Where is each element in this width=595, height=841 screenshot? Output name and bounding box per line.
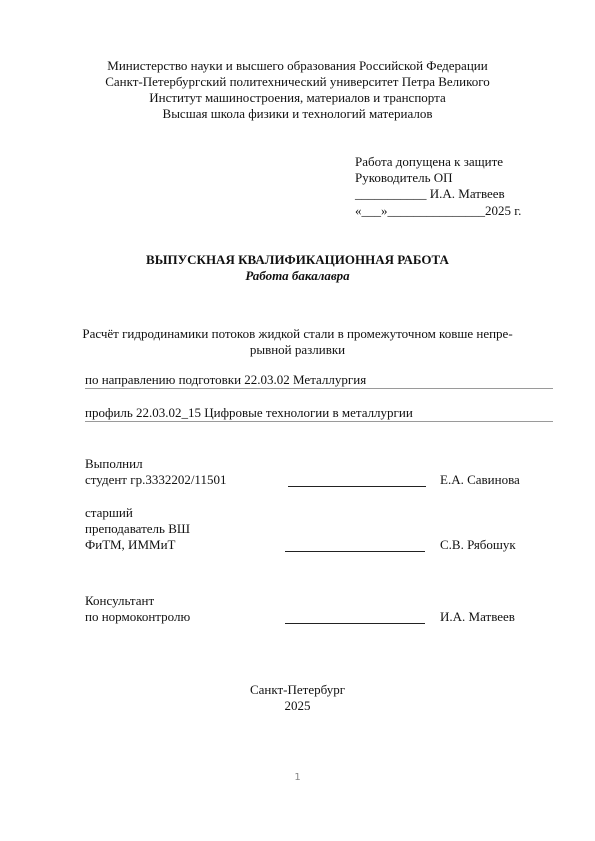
author-role-1: Выполнил <box>85 456 143 471</box>
supervisor-name: С.В. Рябошук <box>440 537 516 552</box>
author-signature-line <box>288 486 426 487</box>
university-line: Санкт-Петербургский политехнический университет Петра Великого <box>105 74 490 89</box>
page-number: 1 <box>294 772 301 783</box>
approval-admitted: Работа допущена к защите <box>355 154 504 169</box>
author-role-2: студент гр.3332202/11501 <box>85 472 227 487</box>
topic-line-2: рывной разливки <box>249 342 346 357</box>
consultant-role-2: по нормоконтролю <box>85 609 191 624</box>
approval-head-signature: ___________ И.А. Матвеев <box>355 186 505 201</box>
approval-head: Руководитель ОП <box>355 170 453 185</box>
study-profile: профиль 22.03.02_15 Цифровые технологии в металлургии <box>85 405 413 420</box>
document-subtitle: Работа бакалавра <box>245 268 350 283</box>
footer-year: 2025 <box>284 698 311 713</box>
supervisor-signature-line <box>285 551 425 552</box>
ministry-line: Министерство науки и высшего образования Российской Федерации <box>107 58 488 73</box>
supervisor-role-3: ФиТМ, ИММиТ <box>85 537 176 552</box>
consultant-name: И.А. Матвеев <box>440 609 515 624</box>
supervisor-role-2: преподаватель ВШ <box>85 521 190 536</box>
document-title: ВЫПУСКНАЯ КВАЛИФИКАЦИОННАЯ РАБОТА <box>146 252 449 267</box>
school-line: Высшая школа физики и технологий материалов <box>162 106 433 121</box>
study-direction: по направлению подготовки 22.03.02 Металлургия <box>85 372 367 387</box>
consultant-role-1: Консультант <box>85 593 155 608</box>
consultant-signature-line <box>285 623 425 624</box>
profile-underline <box>85 421 553 422</box>
topic-line-1: Расчёт гидродинамики потоков жидкой стали в промежуточном ковше непре- <box>82 326 513 341</box>
direction-underline <box>85 388 553 389</box>
author-name: Е.А. Савинова <box>440 472 520 487</box>
institute-line: Институт машиностроения, материалов и транспорта <box>149 90 446 105</box>
footer-city: Санкт-Петербург <box>249 682 346 697</box>
supervisor-role-1: старший <box>85 505 133 520</box>
approval-date: «___»_______________2025 г. <box>355 203 522 218</box>
